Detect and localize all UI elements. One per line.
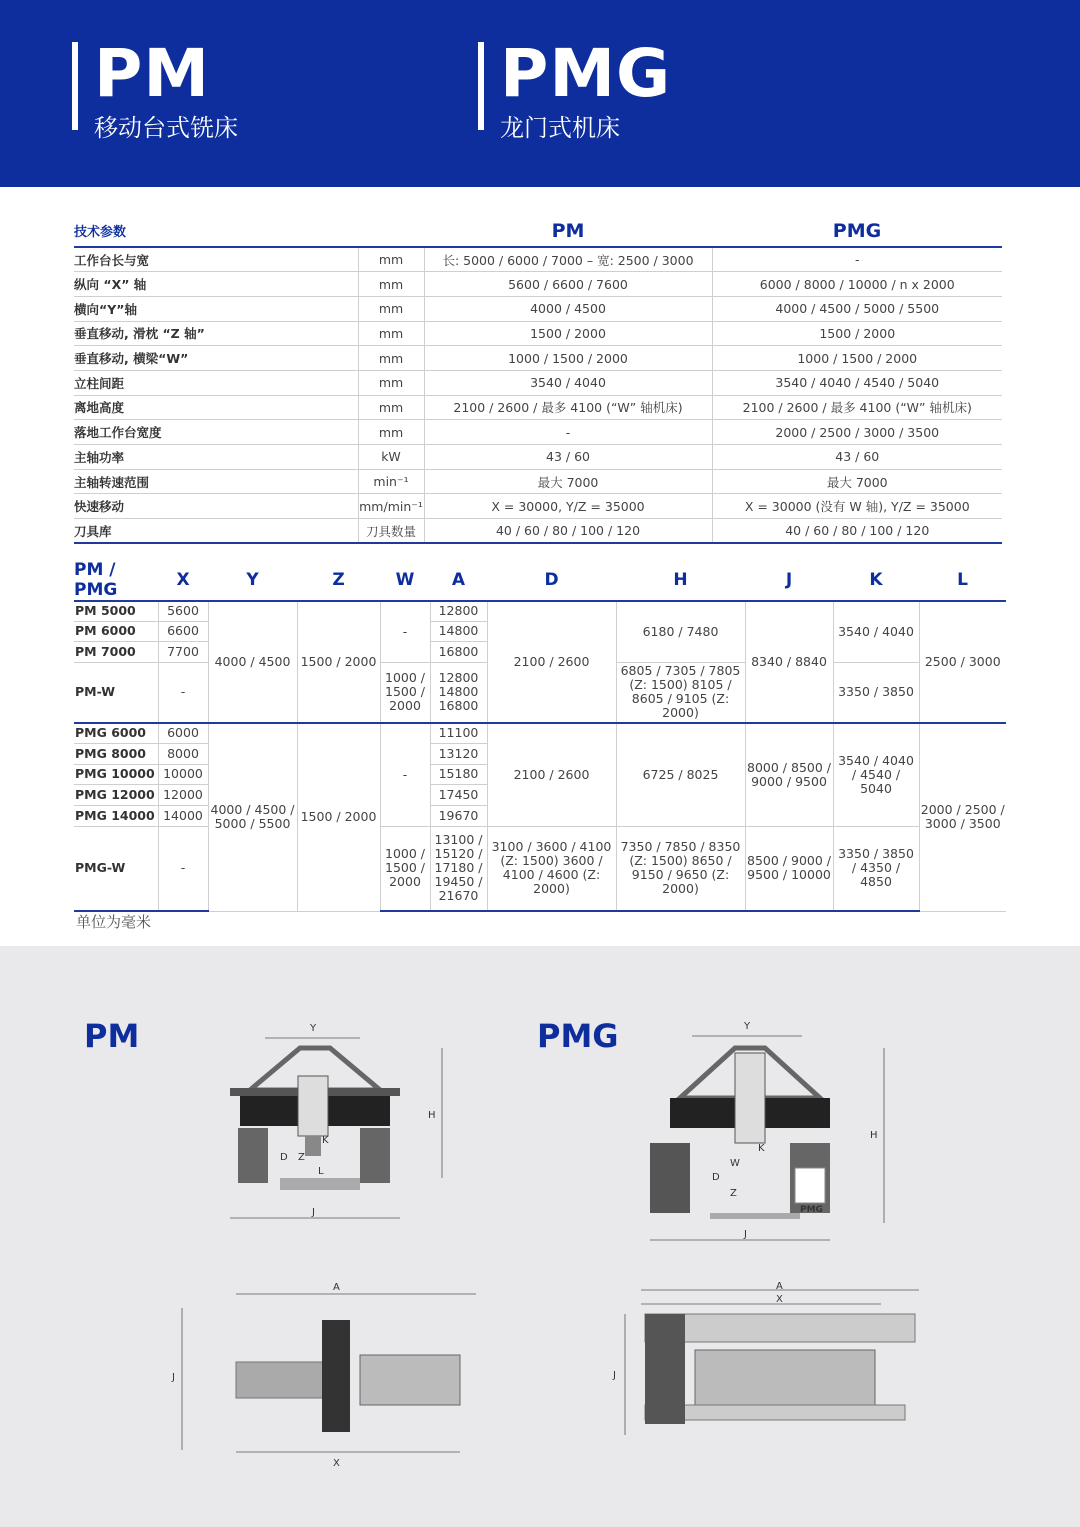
table-row: [74, 247, 1002, 272]
x-cell: 10000: [158, 764, 208, 784]
dim-label-j: J: [613, 1370, 616, 1381]
header-pmg-subtitle: 龙门式机床: [500, 114, 620, 142]
x-cell: 6600: [158, 621, 208, 641]
model-cell: PMG-W: [74, 826, 158, 911]
pm-top-diagram: [170, 1280, 490, 1470]
spec-pm-cell: 1500 / 2000: [424, 321, 712, 346]
header-pm-subtitle: 移动台式铣床: [94, 114, 238, 142]
dims-header-row: [74, 560, 1006, 601]
spec-pmg-cell: 最大 7000: [712, 469, 1002, 494]
header-pmg: [478, 35, 672, 142]
dims-header-a: A: [430, 560, 487, 601]
units-note: 单位为毫米: [76, 913, 152, 931]
x-cell: 7700: [158, 641, 208, 662]
spec-unit-cell: mm: [358, 346, 424, 371]
table-row: [74, 420, 1002, 445]
model-cell: PMG 12000: [74, 784, 158, 805]
spec-name-cell: 落地工作台宽度: [74, 420, 358, 445]
table-row: [74, 519, 1002, 544]
x-cell: -: [158, 826, 208, 911]
spec-unit-cell: mm: [358, 296, 424, 321]
table-row: [74, 601, 1006, 621]
model-cell: PM-W: [74, 662, 158, 723]
model-cell: PM 5000: [74, 601, 158, 621]
dim-label-a: A: [333, 1282, 340, 1293]
dim-label-z: Z: [730, 1188, 737, 1199]
dim-label-x: X: [776, 1294, 783, 1305]
w-cell: 1000 / 1500 / 2000: [380, 826, 430, 911]
spec-unit-cell: mm: [358, 370, 424, 395]
dims-header-x: X: [158, 560, 208, 601]
spec-name-cell: 立柱间距: [74, 370, 358, 395]
a-cell: 13100 / 15120 / 17180 / 19450 / 21670: [430, 826, 487, 911]
a-cell: 12800: [430, 601, 487, 621]
dim-label-l: L: [318, 1166, 324, 1177]
j-cell: 8340 / 8840: [745, 601, 833, 723]
dim-label-z: Z: [298, 1152, 305, 1163]
spec-pmg-cell: 1500 / 2000: [712, 321, 1002, 346]
spec-unit-cell: mm: [358, 395, 424, 420]
dims-header-y: Y: [208, 560, 297, 601]
pmg-top-diagram: [605, 1280, 925, 1450]
model-cell: PM 6000: [74, 621, 158, 641]
header-pmg-title: PMG: [500, 35, 672, 112]
k-cell: 3540 / 4040: [833, 601, 919, 662]
table-row: [74, 370, 1002, 395]
z-cell: 1500 / 2000: [297, 601, 380, 723]
y-cell: 4000 / 4500 / 5000 / 5500: [208, 723, 297, 911]
dim-label-k: K: [322, 1135, 329, 1146]
dims-header-k: K: [833, 560, 919, 601]
y-cell: 4000 / 4500: [208, 601, 297, 723]
spec-unit-cell: min⁻¹: [358, 469, 424, 494]
a-cell: 16800: [430, 641, 487, 662]
spec-name-cell: 工作台长与宽: [74, 247, 358, 272]
dim-label-y: Y: [744, 1021, 751, 1032]
spec-pmg-cell: 4000 / 4500 / 5000 / 5500: [712, 296, 1002, 321]
pmg-front-diagram: [650, 1018, 890, 1248]
a-cell: 14800: [430, 621, 487, 641]
spec-pmg-cell: 3540 / 4040 / 4540 / 5040: [712, 370, 1002, 395]
spec-name-cell: 纵向 “X” 轴: [74, 272, 358, 297]
spec-name-cell: 垂直移动, 滑枕 “Z 轴”: [74, 321, 358, 346]
h-cell: 7350 / 7850 / 8350 (Z: 1500) 8650 / 9150 / 9650 (Z: 2000): [616, 826, 745, 911]
a-cell: 17450: [430, 784, 487, 805]
header-banner: [0, 0, 1080, 187]
j-cell: 8500 / 9000 / 9500 / 10000: [745, 826, 833, 911]
j-cell: 8000 / 8500 / 9000 / 9500: [745, 723, 833, 826]
l-cell: 2000 / 2500 / 3000 / 3500: [919, 723, 1006, 911]
h-cell: 6725 / 8025: [616, 723, 745, 826]
dims-header-h: H: [616, 560, 745, 601]
spec-name-cell: 主轴功率: [74, 445, 358, 470]
spec-pm-cell: 4000 / 4500: [424, 296, 712, 321]
d-cell: 2100 / 2600: [487, 601, 616, 723]
dims-header-w: W: [380, 560, 430, 601]
spec-name-cell: 刀具库: [74, 519, 358, 544]
spec-pmg-cell: 6000 / 8000 / 10000 / n x 2000: [712, 272, 1002, 297]
k-cell: 3350 / 3850: [833, 662, 919, 723]
spec-pmg-cell: 40 / 60 / 80 / 100 / 120: [712, 519, 1002, 544]
dims-header-j: J: [745, 560, 833, 601]
pm-front-diagram: [210, 1018, 450, 1228]
spec-pmg-cell: -: [712, 247, 1002, 272]
dim-label-w: W: [730, 1158, 740, 1169]
spec-unit-cell: mm/min⁻¹: [358, 494, 424, 519]
x-cell: 8000: [158, 743, 208, 764]
spec-unit-cell: mm: [358, 247, 424, 272]
table-row: [74, 395, 1002, 420]
spec-pm-cell: 40 / 60 / 80 / 100 / 120: [424, 519, 712, 544]
spec-pm-cell: 2100 / 2600 / 最多 4100 (“W” 轴机床): [424, 395, 712, 420]
spec-pm-cell: -: [424, 420, 712, 445]
dims-header-d: D: [487, 560, 616, 601]
spec-pm-cell: 长: 5000 / 6000 / 7000 – 宽: 2500 / 3000: [424, 247, 712, 272]
spec-pm-cell: 5600 / 6600 / 7600: [424, 272, 712, 297]
dims-header-model: PM / PMG: [74, 560, 158, 601]
dim-label-a: A: [776, 1281, 783, 1292]
spec-name-cell: 主轴转速范围: [74, 469, 358, 494]
w-cell: -: [380, 723, 430, 826]
table-row: [74, 469, 1002, 494]
spec-pm-cell: 1000 / 1500 / 2000: [424, 346, 712, 371]
spec-unit-cell: 刀具数量: [358, 519, 424, 544]
dims-header-l: L: [919, 560, 1006, 601]
spec-pmg-cell: 1000 / 1500 / 2000: [712, 346, 1002, 371]
dim-label-j: J: [312, 1207, 315, 1218]
a-cell: 12800 14800 16800: [430, 662, 487, 723]
spec-unit-cell: mm: [358, 321, 424, 346]
table-row: [74, 723, 1006, 743]
spec-pm-cell: X = 30000, Y/Z = 35000: [424, 494, 712, 519]
pmg-brand-label: PMG: [800, 1205, 823, 1215]
dim-label-j: J: [744, 1229, 747, 1240]
dim-label-x: X: [333, 1458, 340, 1469]
spec-header-param: 技术参数: [74, 215, 424, 247]
spec-pm-cell: 3540 / 4040: [424, 370, 712, 395]
a-cell: 11100: [430, 723, 487, 743]
spec-pmg-cell: 2100 / 2600 / 最多 4100 (“W” 轴机床): [712, 395, 1002, 420]
spec-name-cell: 垂直移动, 横梁“W”: [74, 346, 358, 371]
table-row: [74, 296, 1002, 321]
spec-header-pmg: PMG: [712, 215, 1002, 247]
table-row: [74, 494, 1002, 519]
spec-name-cell: 横向“Y”轴: [74, 296, 358, 321]
dim-label-h: H: [428, 1110, 436, 1121]
dim-label-h: H: [870, 1130, 878, 1141]
dims-header-z: Z: [297, 560, 380, 601]
spec-pmg-cell: X = 30000 (没有 W 轴), Y/Z = 35000: [712, 494, 1002, 519]
k-cell: 3350 / 3850 / 4350 / 4850: [833, 826, 919, 911]
spec-table: [74, 215, 1002, 544]
dim-label-d: D: [712, 1172, 720, 1183]
diagram-label-pm: PM: [84, 1017, 140, 1055]
spec-pm-cell: 最大 7000: [424, 469, 712, 494]
a-cell: 13120: [430, 743, 487, 764]
header-pm-title: PM: [94, 35, 211, 112]
spec-name-cell: 离地高度: [74, 395, 358, 420]
a-cell: 19670: [430, 805, 487, 826]
a-cell: 15180: [430, 764, 487, 784]
model-cell: PM 7000: [74, 641, 158, 662]
spec-header-pm: PM: [424, 215, 712, 247]
diagram-label-pmg: PMG: [537, 1017, 619, 1055]
dim-label-k: K: [758, 1143, 765, 1154]
l-cell: 2500 / 3000: [919, 601, 1006, 723]
model-cell: PMG 14000: [74, 805, 158, 826]
x-cell: 5600: [158, 601, 208, 621]
spec-name-cell: 快速移动: [74, 494, 358, 519]
spec-pmg-cell: 43 / 60: [712, 445, 1002, 470]
spec-header-row: [74, 215, 1002, 247]
spec-pm-cell: 43 / 60: [424, 445, 712, 470]
table-row: [74, 321, 1002, 346]
h-cell: 6805 / 7305 / 7805 (Z: 1500) 8105 / 8605 / 9105 (Z: 2000): [616, 662, 745, 723]
x-cell: 6000: [158, 723, 208, 743]
dimensions-table: [74, 560, 1006, 912]
w-cell: -: [380, 601, 430, 662]
spec-pmg-cell: 2000 / 2500 / 3000 / 3500: [712, 420, 1002, 445]
spec-unit-cell: kW: [358, 445, 424, 470]
header-pm: [72, 35, 238, 142]
dim-label-j: J: [172, 1372, 175, 1383]
d-cell: 2100 / 2600: [487, 723, 616, 826]
spec-unit-cell: mm: [358, 420, 424, 445]
table-row: [74, 346, 1002, 371]
x-cell: -: [158, 662, 208, 723]
d-cell: 3100 / 3600 / 4100 (Z: 1500) 3600 / 4100 / 4600 (Z: 2000): [487, 826, 616, 911]
model-cell: PMG 8000: [74, 743, 158, 764]
table-row: [74, 272, 1002, 297]
spec-unit-cell: mm: [358, 272, 424, 297]
x-cell: 12000: [158, 784, 208, 805]
x-cell: 14000: [158, 805, 208, 826]
dim-label-y: Y: [310, 1023, 317, 1034]
z-cell: 1500 / 2000: [297, 723, 380, 911]
model-cell: PMG 6000: [74, 723, 158, 743]
h-cell: 6180 / 7480: [616, 601, 745, 662]
dim-label-d: D: [280, 1152, 288, 1163]
k-cell: 3540 / 4040 / 4540 / 5040: [833, 723, 919, 826]
table-row: [74, 445, 1002, 470]
w-cell: 1000 / 1500 / 2000: [380, 662, 430, 723]
model-cell: PMG 10000: [74, 764, 158, 784]
